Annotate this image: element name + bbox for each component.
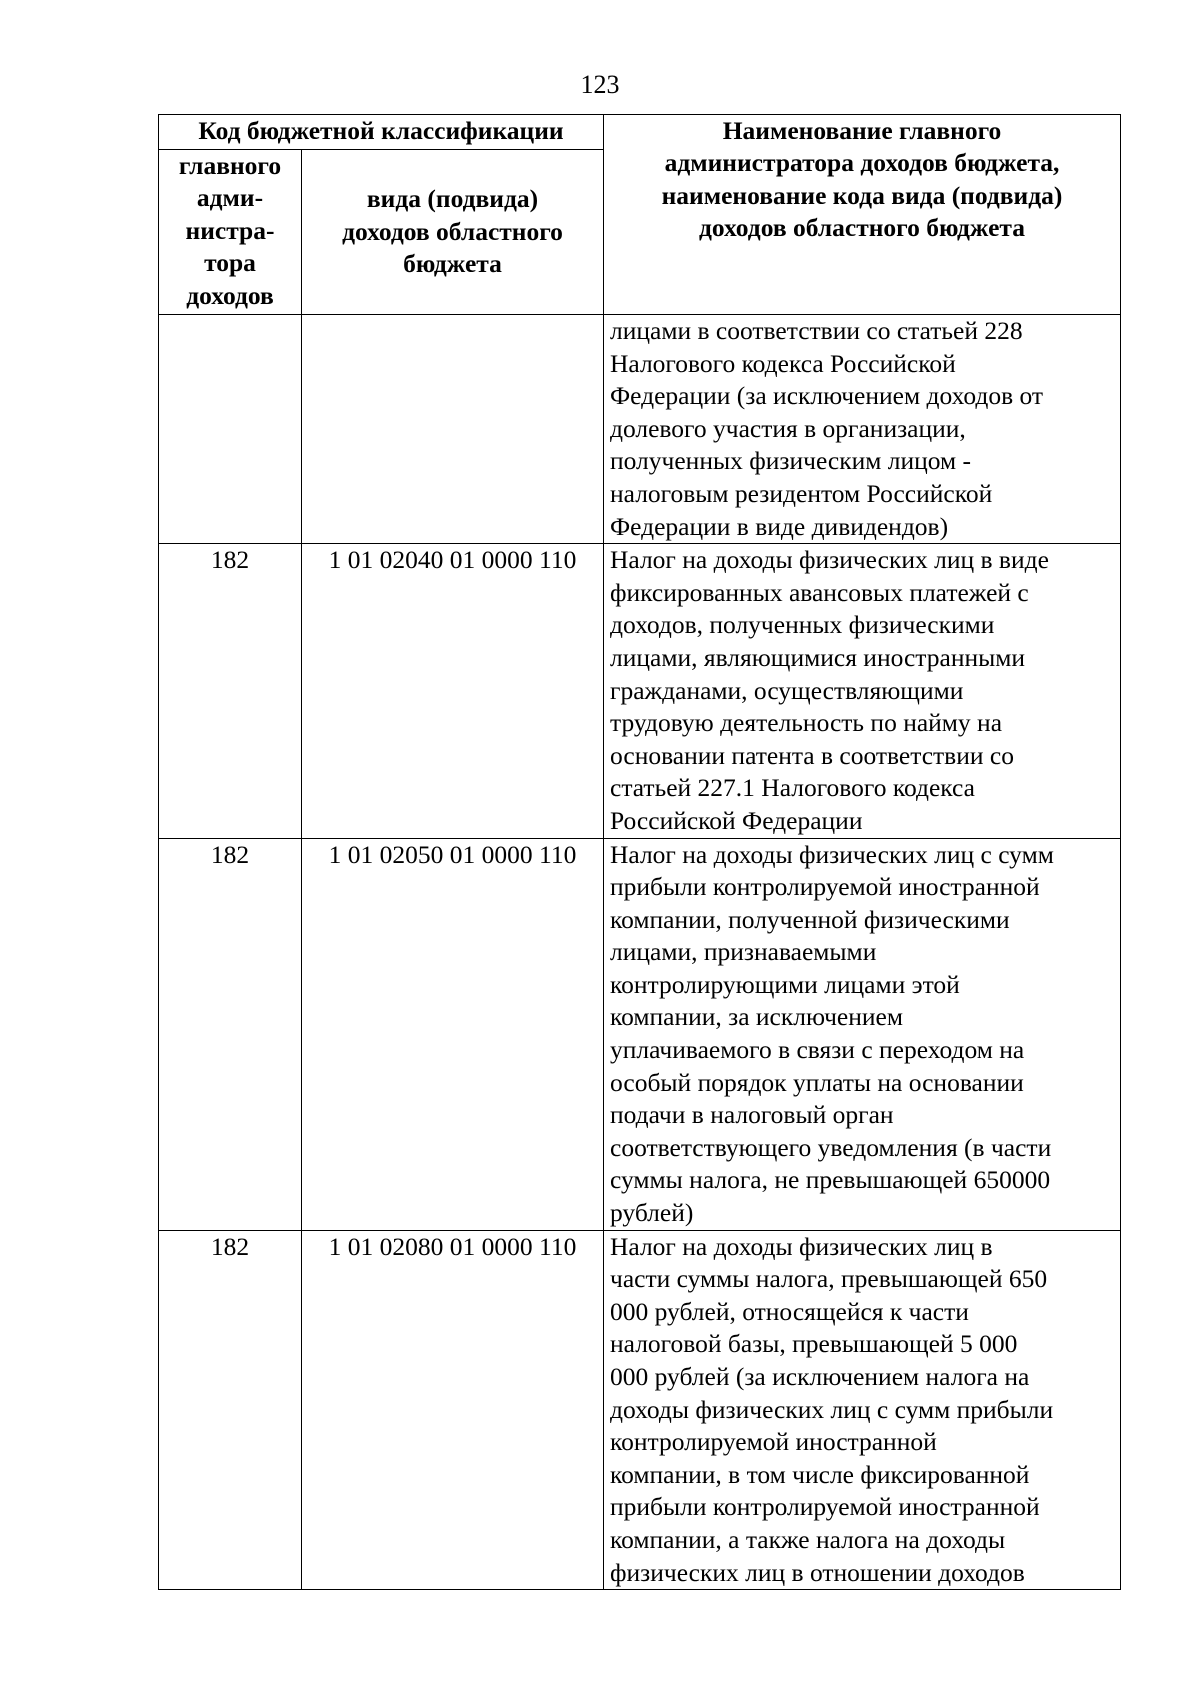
income-name-line: основании патента в соответствии со bbox=[610, 740, 1014, 770]
income-name-line: Федерации в виде дивидендов) bbox=[610, 511, 949, 541]
income-name-line: компании, а также налога на доходы bbox=[610, 1524, 1006, 1554]
table-row bbox=[159, 1230, 1121, 1590]
admin-code-cell: 182 bbox=[159, 544, 302, 838]
header-name-line: Наименование главного bbox=[722, 116, 1002, 145]
income-name-line: Налог на доходы физических лиц в виде bbox=[610, 545, 1049, 575]
table-row bbox=[159, 315, 1121, 544]
income-name-line: лицами, признаваемыми bbox=[610, 937, 877, 967]
table-row bbox=[159, 838, 1121, 1230]
header-classification-code: Код бюджетной классификации bbox=[159, 115, 604, 150]
income-name-line: 000 рублей, относящейся к части bbox=[610, 1296, 969, 1326]
income-name-line: доходов, полученных физическими bbox=[610, 610, 995, 640]
income-name-line: налоговой базы, превышающей 5 000 bbox=[610, 1329, 1018, 1359]
header-name-column bbox=[604, 115, 1121, 315]
table-row bbox=[159, 544, 1121, 838]
admin-code-cell bbox=[159, 315, 302, 544]
income-name-line: Налог на доходы физических лиц с сумм bbox=[610, 839, 1054, 869]
income-name-line: части суммы налога, превышающей 650 bbox=[610, 1264, 1048, 1294]
income-name-line: гражданами, осуществляющими bbox=[610, 675, 964, 705]
income-name-line: компании, за исключением bbox=[610, 1002, 903, 1032]
income-name-cell bbox=[604, 1230, 1121, 1590]
income-name-line: лицами, являющимися иностранными bbox=[610, 642, 1026, 672]
income-name-line: Налог на доходы физических лиц в bbox=[610, 1231, 993, 1261]
income-name-cell bbox=[604, 838, 1121, 1230]
income-name-line: 000 рублей (за исключением налога на bbox=[610, 1362, 1030, 1391]
income-name-line: статьей 227.1 Налогового кодекса bbox=[610, 773, 975, 803]
income-name-line: подачи в налоговый орган bbox=[610, 1100, 894, 1130]
header-name-line: администратора доходов бюджета, bbox=[664, 148, 1060, 178]
header-admin-line: адми- bbox=[196, 183, 264, 213]
income-name-line: долевого участия в организации, bbox=[610, 413, 966, 443]
header-code-column bbox=[302, 150, 604, 315]
income-name-line: компании, в том числе фиксированной bbox=[610, 1459, 1030, 1489]
income-name-line: рублей) bbox=[610, 1198, 694, 1228]
income-code-cell: 1 01 02040 01 0000 110 bbox=[302, 544, 604, 838]
header-name-line: наименование кода вида (подвида) bbox=[661, 180, 1063, 210]
income-name-line: доходы физических лиц с сумм прибыли bbox=[610, 1394, 1054, 1424]
income-name-line: полученных физическим лицом - bbox=[610, 446, 972, 476]
income-name-line: соответствующего уведомления (в части bbox=[610, 1132, 1052, 1162]
header-code-line: бюджета bbox=[403, 249, 502, 279]
income-name-cell bbox=[604, 315, 1121, 544]
income-name-line: Федерации (за исключением доходов от bbox=[610, 381, 1044, 411]
header-name-line: доходов областного бюджета bbox=[699, 213, 1025, 243]
income-name-line: Налогового кодекса Российской bbox=[610, 348, 956, 378]
header-admin-line: нистра- bbox=[185, 215, 275, 245]
income-name-line: особый порядок уплаты на основании bbox=[610, 1067, 1024, 1097]
header-admin-line: тора bbox=[204, 248, 256, 278]
header-admin-line: главного bbox=[178, 151, 282, 180]
header-admin-line: доходов bbox=[186, 280, 274, 310]
header-admin-column bbox=[159, 150, 302, 315]
header-code-line: вида (подвида) bbox=[366, 184, 539, 214]
income-name-line: контролируемой иностранной bbox=[610, 1427, 937, 1457]
income-name-line: компании, полученной физическими bbox=[610, 904, 1010, 934]
table-header bbox=[159, 115, 1121, 315]
income-code-cell: 1 01 02080 01 0000 110 bbox=[302, 1230, 604, 1590]
income-code-cell: 1 01 02050 01 0000 110 bbox=[302, 838, 604, 1230]
income-name-line: налоговым резидентом Российской bbox=[610, 478, 993, 508]
page-number: 123 bbox=[580, 70, 620, 99]
table-body bbox=[159, 315, 1121, 1590]
income-name-line: трудовую деятельность по найму на bbox=[610, 708, 1003, 738]
income-name-line: лицами в соответствии со статьей 228 bbox=[610, 316, 1023, 345]
header-code-line: доходов областного bbox=[342, 216, 563, 246]
income-name-line: суммы налога, не превышающей 650000 bbox=[610, 1165, 1051, 1195]
income-name-line: фиксированных авансовых платежей с bbox=[610, 577, 1029, 607]
income-name-line: уплачиваемого в связи с переходом на bbox=[610, 1035, 1025, 1065]
budget-classification-table bbox=[158, 114, 1121, 1590]
income-name-line: Российской Федерации bbox=[610, 805, 863, 835]
income-code-cell bbox=[302, 315, 604, 544]
admin-code-cell: 182 bbox=[159, 1230, 302, 1590]
admin-code-cell: 182 bbox=[159, 838, 302, 1230]
income-name-line: физических лиц в отношении доходов bbox=[610, 1557, 1025, 1587]
income-name-cell bbox=[604, 544, 1121, 838]
income-name-line: прибыли контролируемой иностранной bbox=[610, 872, 1040, 902]
income-name-line: контролирующими лицами этой bbox=[610, 969, 960, 999]
income-name-line: прибыли контролируемой иностранной bbox=[610, 1492, 1040, 1522]
